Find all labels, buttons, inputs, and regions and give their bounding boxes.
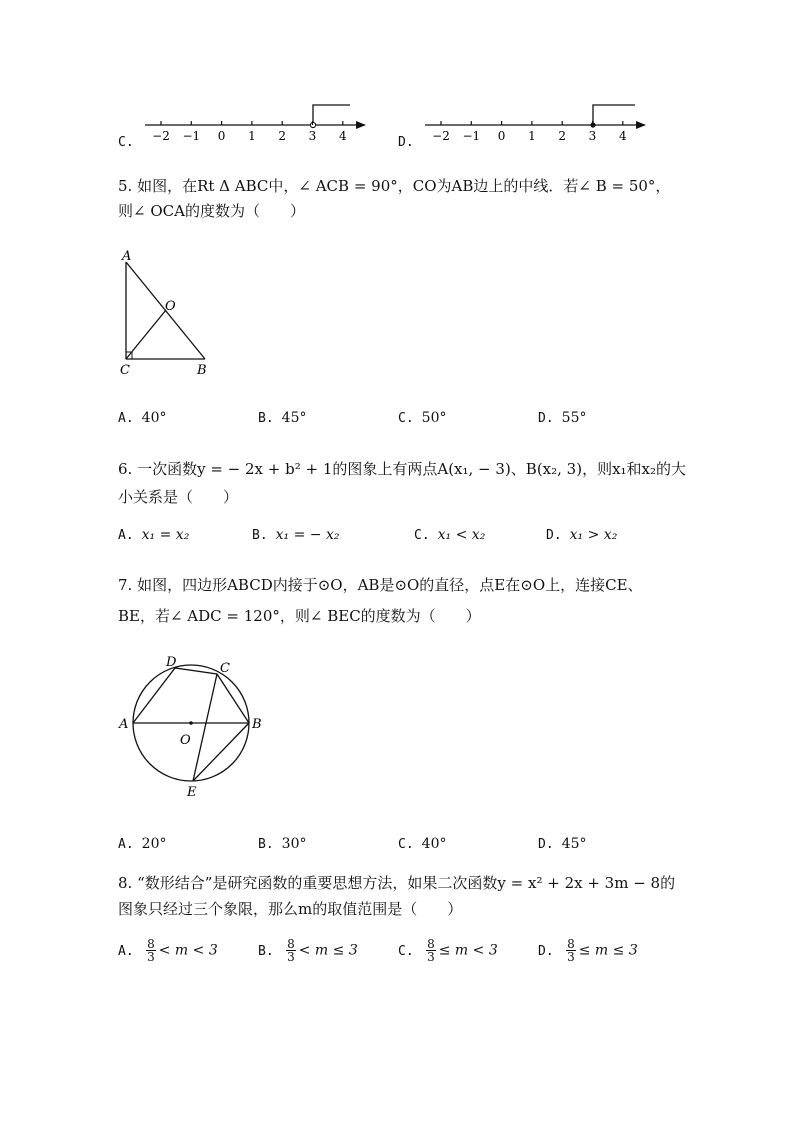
q5-option-a[interactable]: A. 40° bbox=[118, 410, 167, 426]
q7-option-c[interactable]: C. 40° bbox=[398, 836, 447, 852]
q5-stem-line1: 5. 如图，在Rt Δ ABC中，∠ ACB = 90°，CO为AB边上的中线．若∠ B = 50°， bbox=[118, 177, 671, 195]
q5-point-a: A bbox=[122, 249, 132, 264]
tick-label: 3 bbox=[588, 129, 597, 143]
q7-option-d[interactable]: D. 45° bbox=[538, 836, 587, 852]
q4-option-d-label: D. bbox=[398, 135, 414, 150]
q5-option-c[interactable]: C. 50° bbox=[398, 410, 447, 426]
tick-label: −2 bbox=[432, 129, 450, 143]
q7-stem-line2: BE，若∠ ADC = 120°，则∠ BEC的度数为（ ） bbox=[118, 607, 481, 625]
q6-option-d[interactable]: D. x₁ > x₂ bbox=[546, 527, 618, 543]
q8-option-d[interactable]: D. $\frac{8}{3}$ ≤ m ≤ 3 bbox=[538, 937, 638, 964]
tick-label: 0 bbox=[217, 129, 226, 143]
q5-point-b: B bbox=[197, 363, 207, 378]
q8-option-b-fraction: $\frac{8}{3}$ bbox=[287, 937, 295, 964]
q5-triangle-figure bbox=[110, 245, 230, 380]
q6-stem-line1: 6. 一次函数y = − 2x + b² + 1的图象上有两点A(x₁, − 3)、B(x₂, 3)，则x₁和x₂的大 bbox=[118, 460, 687, 478]
tick-label: −1 bbox=[182, 129, 201, 143]
q5-option-d[interactable]: D. 55° bbox=[538, 410, 587, 426]
q6-option-b[interactable]: B. x₁ = − x₂ bbox=[252, 527, 340, 543]
q8-option-a-fraction: $\frac{8}{3}$ bbox=[147, 937, 155, 964]
q7-option-a[interactable]: A. 20° bbox=[118, 836, 167, 852]
q4-option-c-number-line bbox=[140, 98, 380, 148]
tick-label: −2 bbox=[152, 129, 170, 143]
q8-option-c[interactable]: C. $\frac{8}{3}$ ≤ m < 3 bbox=[398, 937, 498, 964]
tick-label: 2 bbox=[278, 129, 287, 143]
q5-option-b[interactable]: B. 45° bbox=[258, 410, 307, 426]
q6-stem-line2: 小关系是（ ） bbox=[118, 488, 239, 506]
q4-option-d-number-line bbox=[420, 98, 660, 148]
q8-option-a[interactable]: A. $\frac{8}{3}$ < m < 3 bbox=[118, 937, 218, 964]
q7-point-d: D bbox=[166, 655, 177, 670]
q7-point-a: A bbox=[119, 717, 129, 732]
q7-option-b[interactable]: B. 30° bbox=[258, 836, 307, 852]
q7-point-c: C bbox=[220, 661, 230, 676]
q6-option-a[interactable]: A. x₁ = x₂ bbox=[118, 527, 190, 543]
tick-label: 1 bbox=[248, 129, 256, 143]
q5-point-o: O bbox=[165, 299, 176, 314]
q7-point-e: E bbox=[187, 785, 197, 800]
q8-stem-line2: 图象只经过三个象限，那么m的取值范围是（ ） bbox=[118, 900, 463, 918]
tick-label: 2 bbox=[558, 129, 567, 143]
q8-option-d-fraction: $\frac{8}{3}$ bbox=[567, 937, 575, 964]
q4-option-c-label: C. bbox=[118, 135, 134, 150]
q8-option-b[interactable]: B. $\frac{8}{3}$ < m ≤ 3 bbox=[258, 937, 358, 964]
tick-label: 1 bbox=[528, 129, 536, 143]
tick-label: 4 bbox=[618, 129, 627, 143]
q6-option-c[interactable]: C. x₁ < x₂ bbox=[414, 527, 486, 543]
q7-circle-figure bbox=[112, 650, 272, 805]
q7-point-b: B bbox=[252, 717, 262, 732]
q8-stem-line1: 8. “数形结合”是研究函数的重要思想方法，如果二次函数y = x² + 2x + 3m − 8的 bbox=[118, 874, 676, 892]
tick-label: 3 bbox=[308, 129, 317, 143]
tick-label: 0 bbox=[497, 129, 506, 143]
q7-point-o: O bbox=[180, 733, 191, 748]
q5-point-c: C bbox=[120, 363, 130, 378]
tick-label: 4 bbox=[338, 129, 347, 143]
q8-option-c-fraction: $\frac{8}{3}$ bbox=[427, 937, 435, 964]
tick-label: −1 bbox=[462, 129, 481, 143]
q5-stem-line2: 则∠ OCA的度数为（ ） bbox=[118, 202, 305, 220]
q7-stem-line1: 7. 如图，四边形ABCD内接于⊙O，AB是⊙O的直径，点E在⊙O上，连接CE、 bbox=[118, 576, 643, 594]
